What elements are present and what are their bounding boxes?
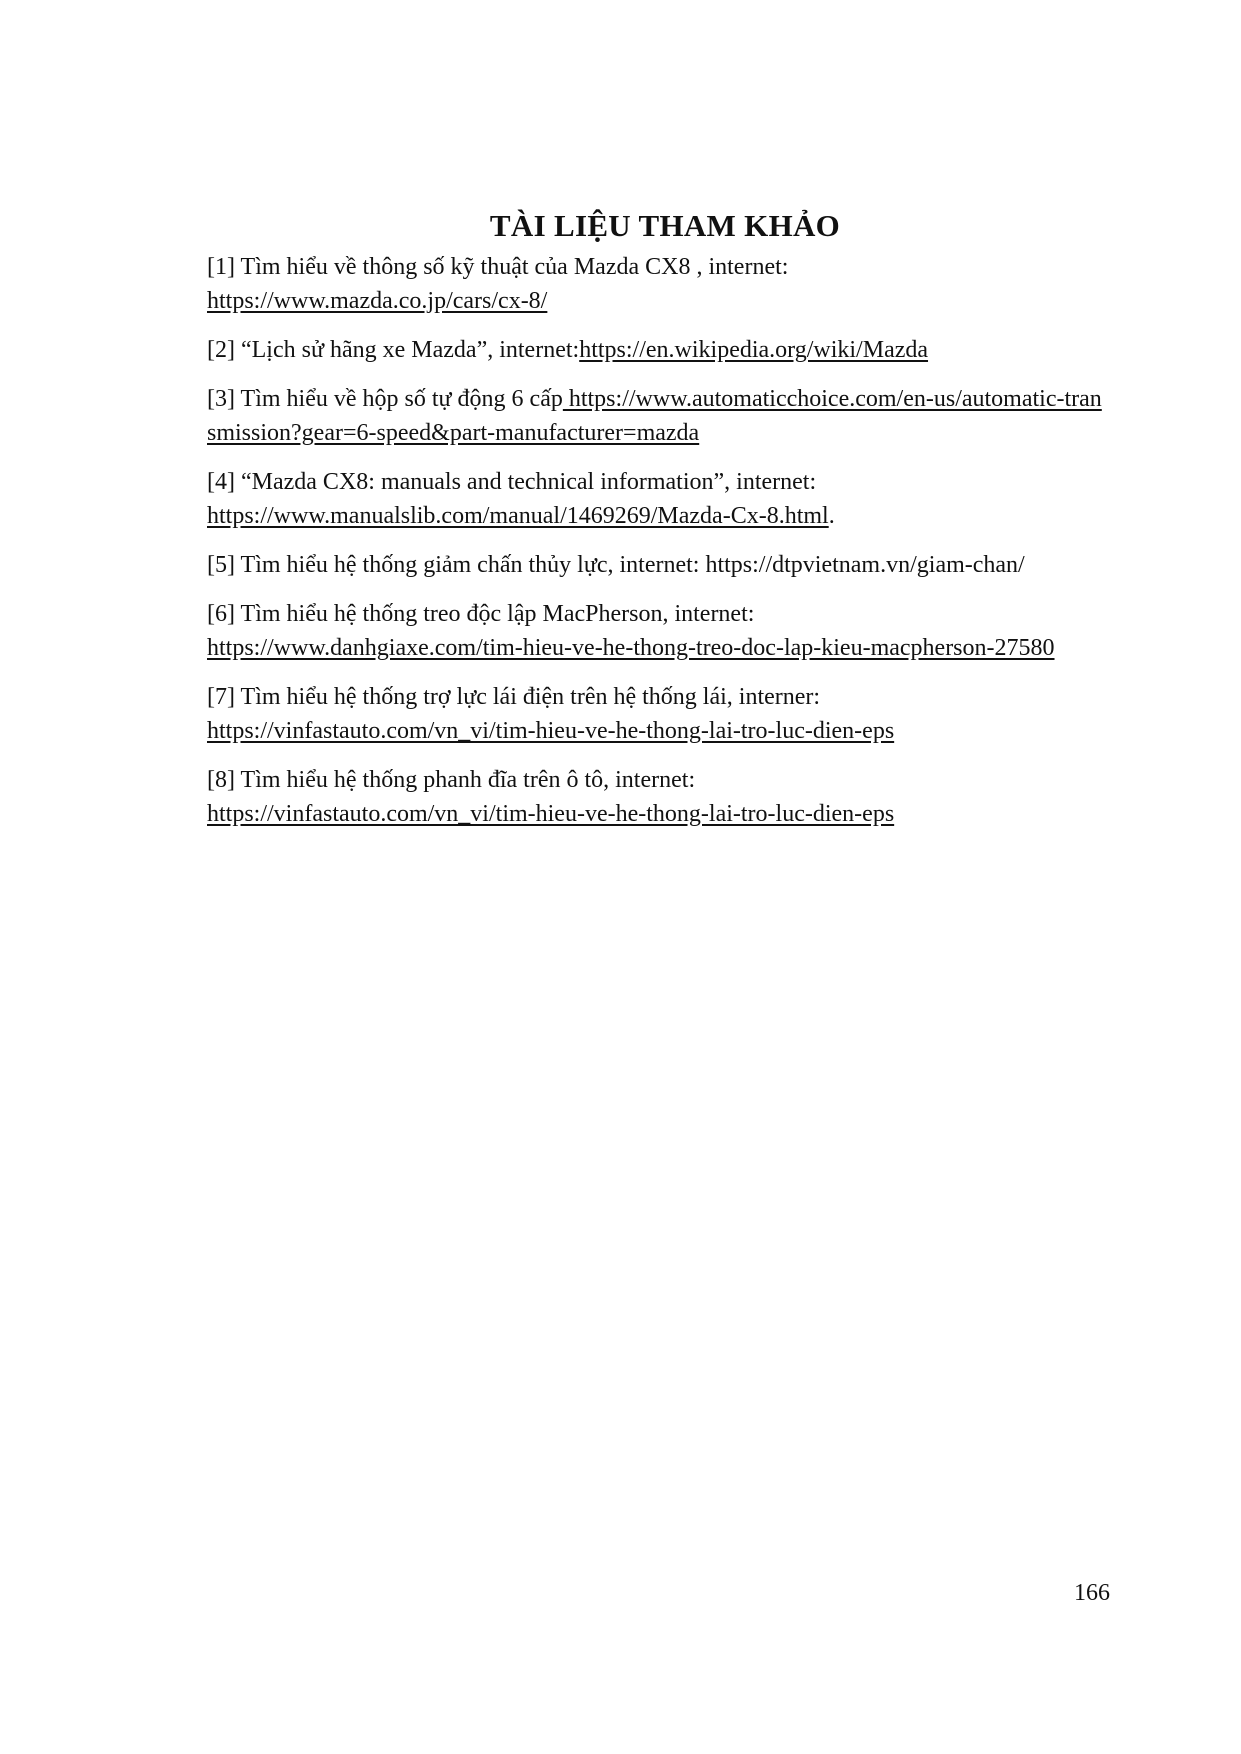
reference-text: [4] “Mazda CX8: manuals and technical information”, internet:: [207, 469, 817, 495]
reference-item-8: [207, 763, 1107, 831]
reference-text: [7] Tìm hiểu hệ thống trợ lực lái điện trên hệ thống lái, interner:: [207, 684, 821, 710]
page-number: 166: [1074, 1580, 1110, 1606]
reference-item-4: [207, 465, 1107, 533]
reference-text: [2] “Lịch sử hãng xe Mazda”, internet:: [207, 337, 580, 363]
reference-item-6: [207, 597, 1107, 665]
reference-link[interactable]: https://en.wikipedia.org/wiki/Mazda: [579, 337, 929, 363]
reference-link[interactable]: https://www.mazda.co.jp/cars/cx-8/: [207, 288, 548, 314]
reference-text: [8] Tìm hiểu hệ thống phanh đĩa trên ô tô, internet:: [207, 767, 696, 793]
reference-text: [1] Tìm hiểu về thông số kỹ thuật của Mazda CX8 , internet:: [207, 254, 789, 280]
reference-item-5: [207, 548, 1107, 582]
reference-text: [3] Tìm hiểu về hộp số tự động 6 cấp: [207, 386, 563, 412]
page-title: TÀI LIỆU THAM KHẢO: [489, 208, 841, 243]
reference-text: [5] Tìm hiểu hệ thống giảm chấn thủy lực, internet: https://dtpvietnam.vn/giam-chan/: [207, 552, 1025, 578]
reference-text: [6] Tìm hiểu hệ thống treo độc lập MacPherson, internet:: [207, 601, 755, 627]
reference-list: [207, 250, 1107, 846]
reference-item-7: [207, 680, 1107, 748]
reference-link[interactable]: https://www.automaticchoice.com/en-us/automatic-transmission?gear=6-speed&part-manufacturer=mazda: [207, 386, 1102, 446]
reference-link[interactable]: https://www.danhgiaxe.com/tim-hieu-ve-he-thong-treo-doc-lap-kieu-macpherson-27580: [207, 635, 1055, 661]
reference-item-3: [207, 382, 1107, 450]
reference-link[interactable]: https://www.manualslib.com/manual/1469269/Mazda-Cx-8.html: [207, 503, 829, 529]
reference-link[interactable]: https://vinfastauto.com/vn_vi/tim-hieu-ve-he-thong-lai-tro-luc-dien-eps: [207, 718, 895, 744]
reference-item-1: [207, 250, 1107, 318]
reference-item-2: [207, 333, 1107, 367]
reference-link[interactable]: https://vinfastauto.com/vn_vi/tim-hieu-ve-he-thong-lai-tro-luc-dien-eps: [207, 801, 895, 827]
reference-trailing: .: [828, 503, 835, 529]
